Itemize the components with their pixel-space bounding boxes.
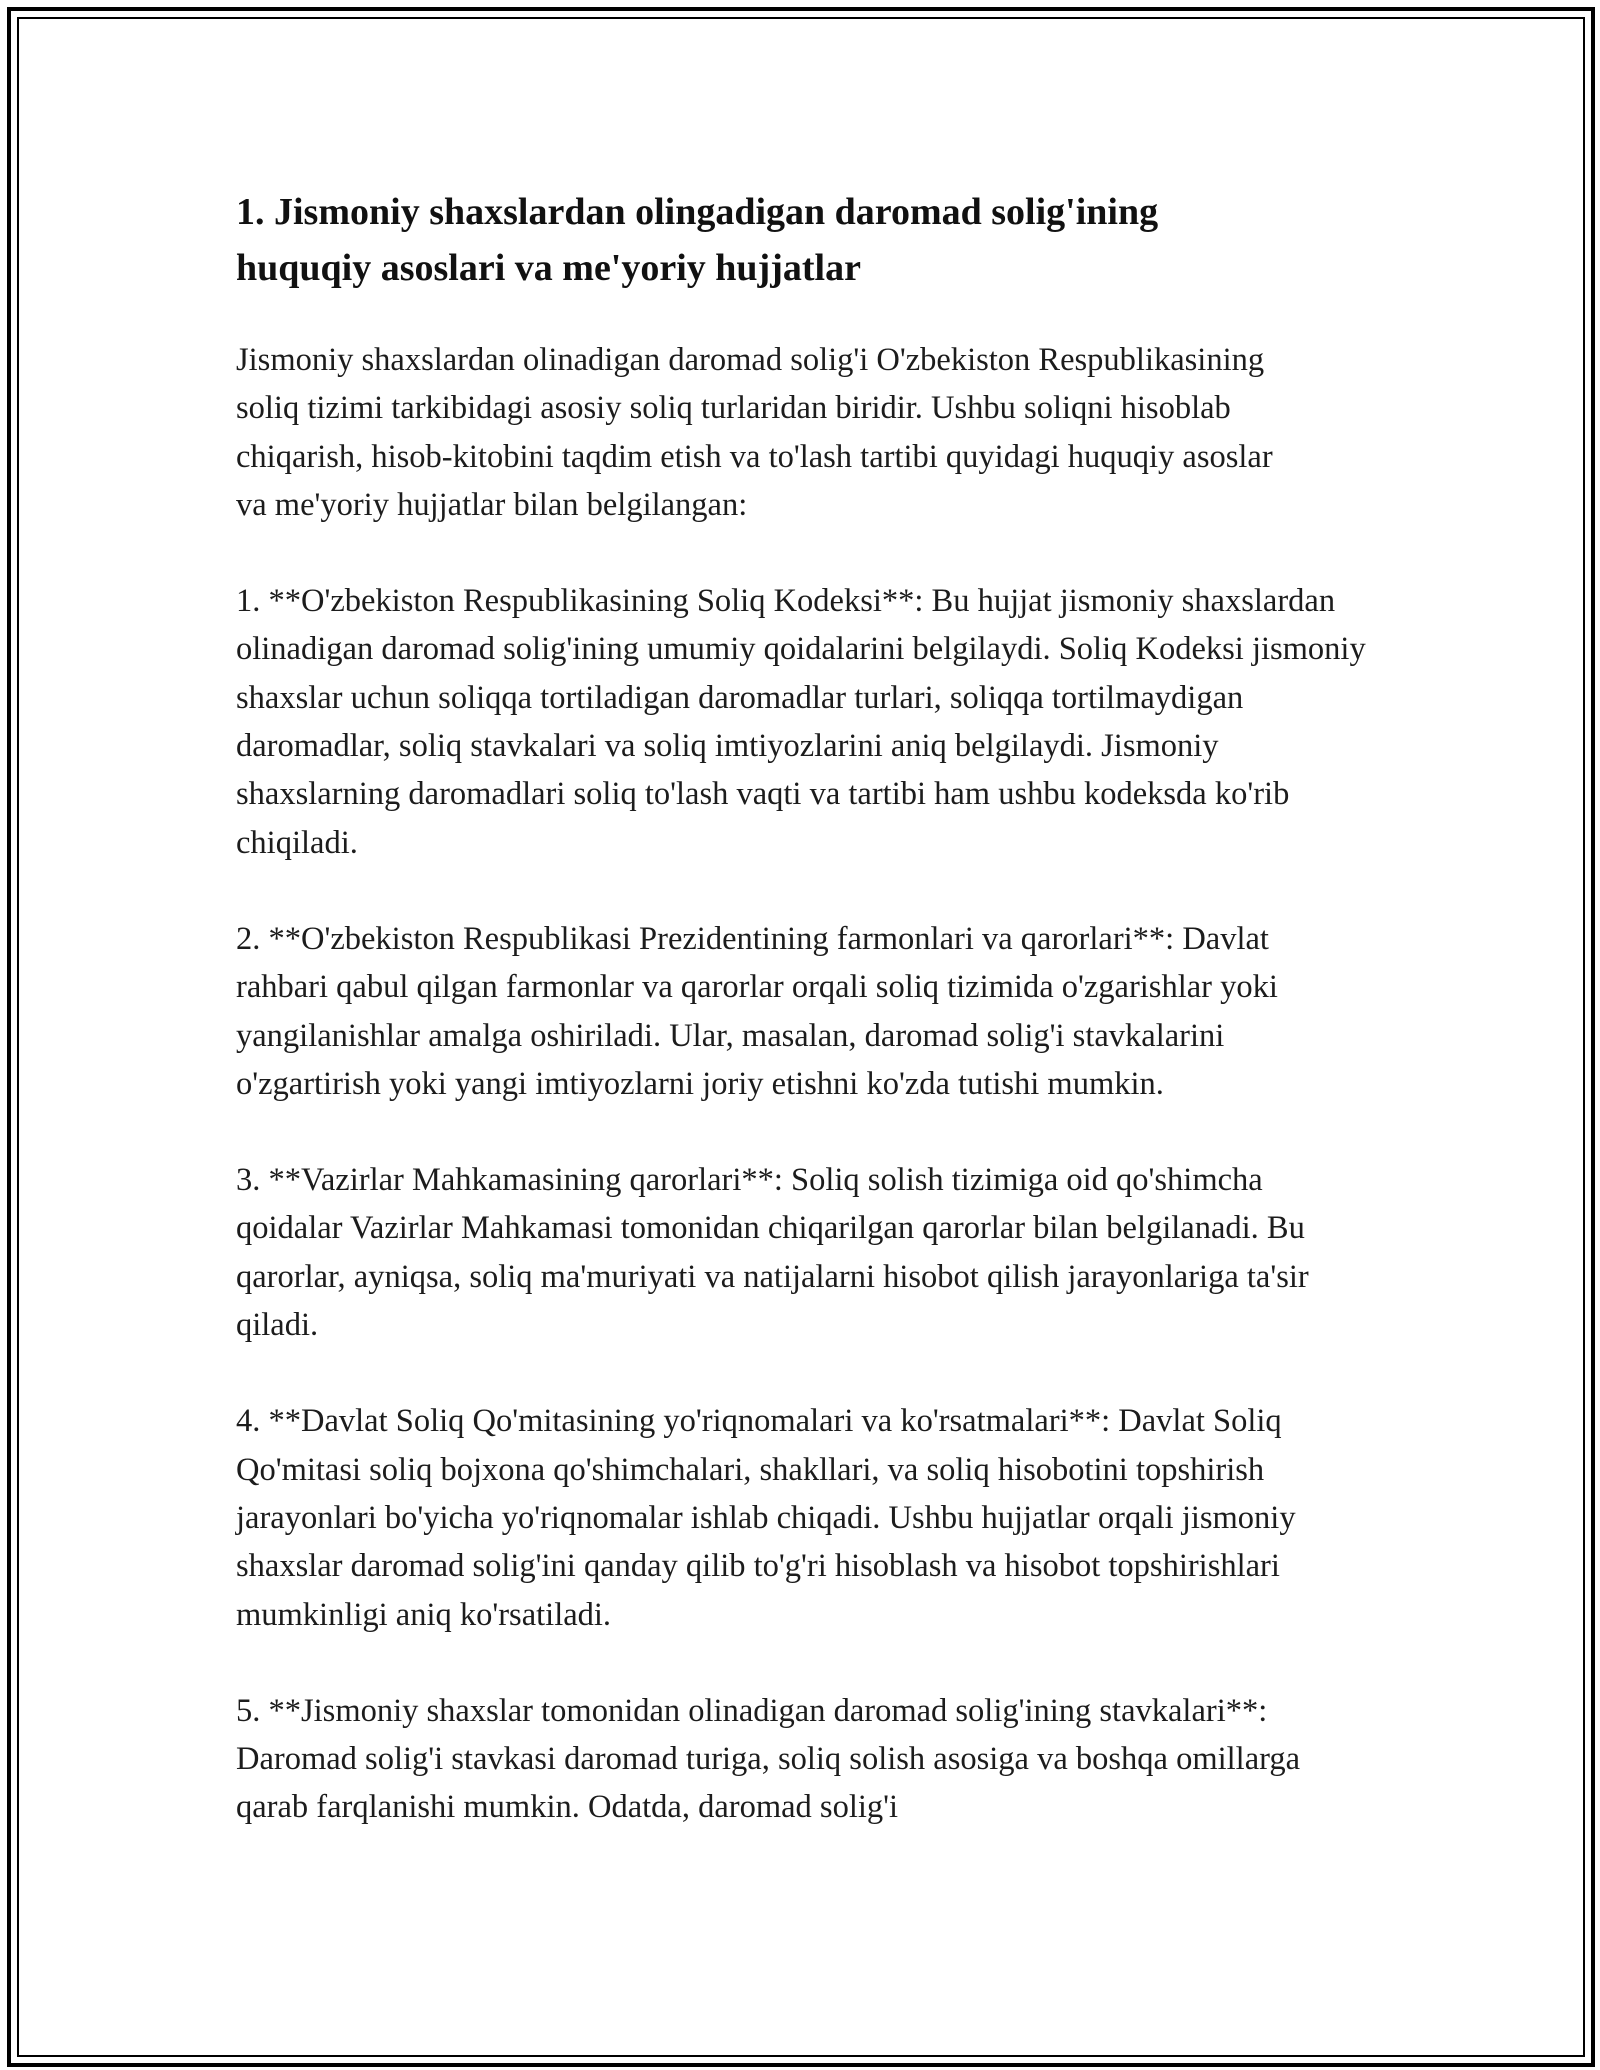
- section-heading: 1. Jismoniy shaxslardan olingadigan daromad solig'ining huquqiy asoslari va me'yoriy hujjatlar: [236, 191, 1159, 289]
- list-item-5: 5. **Jismoniy shaxslar tomonidan olinadigan daromad solig'ining stavkalari**: Daromad solig'i stavkasi daromad turiga, soliq solish asosiga va boshqa omillarga qarab farqlanishi mumkin. Odatda, daromad solig'i: [236, 1692, 1301, 1826]
- list-item-3: 3. **Vazirlar Mahkamasining qarorlari**: Soliq solish tizimiga oid qo'shimcha qoidalar Vazirlar Mahkamasi tomonidan chiqarilgan qarorlar bilan belgilanadi. Bu qarorlar, ayniqsa, soliq ma'muriyati va natijalarni hisobot qilish jarayonlariga ta'sir qiladi.: [236, 1162, 1309, 1344]
- intro-paragraph: Jismoniy shaxslardan olinadigan daromad solig'i O'zbekiston Respublikasining soliq tizimi tarkibidagi asosiy soliq turlaridan biridir. Ushbu soliqni hisoblab chiqarish, hisob-kitobini taqdim etish va to'lash tartibi quyidagi huquqiy asoslar va me'yoriy hujjatlar bilan belgilangan:: [236, 342, 1273, 523]
- list-item-2: 2. **O'zbekiston Respublikasi Prezidentining farmonlari va qarorlari**: Davlat rahbari qabul qilgan farmonlar va qarorlar orqali soliq tizimida o'zgarishlar yoki yangilanishlar amalga oshiriladi. Ular, masalan, daromad solig'i stavkalarini o'zgartirish yoki yangi imtiyozlarni joriy etishni ko'zda tutishi mumkin.: [236, 920, 1278, 1102]
- list-item-1: 1. **O'zbekiston Respublikasining Soliq Kodeksi**: Bu hujjat jismoniy shaxslardan olinadigan daromad solig'ining umumiy qoidalarini belgilaydi. Soliq Kodeksi jismoniy shaxslar uchun soliqqa tortiladigan daromadlar turlari, soliqqa tortilmaydigan daromadlar, soliq stavkalari va soliq imtiyozlarini aniq belgilaydi. Jismoniy shaxslarning daromadlari soliq to'lash vaqti va tartibi ham ushbu kodeksda ko'rib chiqiladi.: [236, 583, 1366, 861]
- list-item-4: 4. **Davlat Soliq Qo'mitasining yo'riqnomalari va ko'rsatmalari**: Davlat Soliq Qo'mitasi soliq bojxona qo'shimchalari, shakllari, va soliq hisobotini topshirish jarayonlari bo'yicha yo'riqnomalar ishlab chiqadi. Ushbu hujjatlar orqali jismoniy shaxslar daromad solig'ini qanday qilib to'g'ri hisoblash va hisobot topshirishlari mumkinligi aniq ko'rsatiladi.: [236, 1403, 1296, 1633]
- document-body: [236, 184, 1366, 1832]
